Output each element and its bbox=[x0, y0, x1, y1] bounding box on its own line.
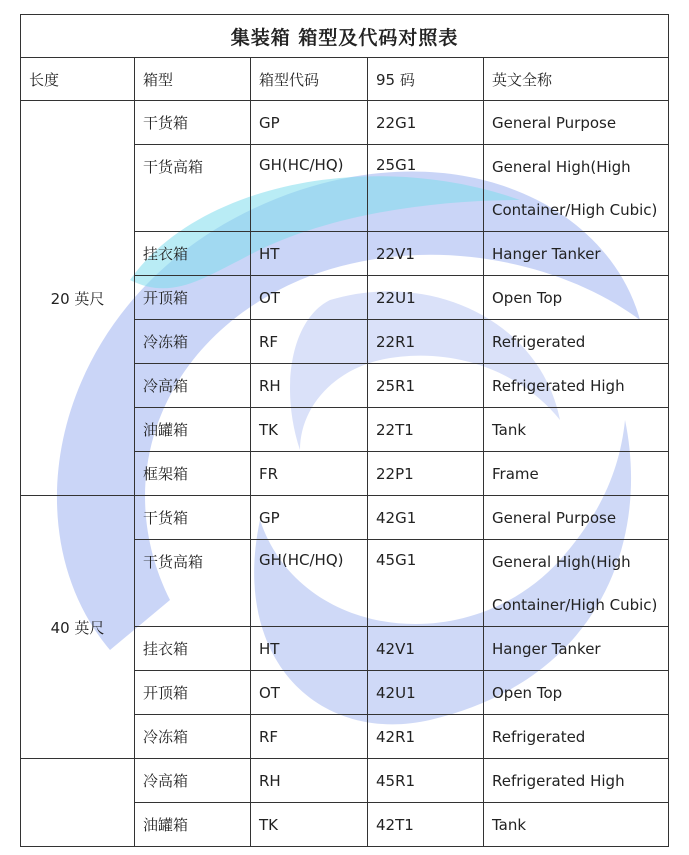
type-cell: 冷冻箱 bbox=[135, 320, 251, 364]
code-cell: RF bbox=[251, 715, 368, 759]
english-name-cell: Hanger Tanker bbox=[484, 627, 669, 671]
header-type-code: 箱型代码 bbox=[251, 58, 368, 101]
english-name-cell: Open Top bbox=[484, 671, 669, 715]
code-cell: RH bbox=[251, 759, 368, 803]
header-row bbox=[21, 58, 669, 101]
code-cell: GP bbox=[251, 496, 368, 540]
code-cell: FR bbox=[251, 452, 368, 496]
iso95-cell: 45R1 bbox=[368, 759, 484, 803]
type-cell: 挂衣箱 bbox=[135, 232, 251, 276]
code-cell: TK bbox=[251, 803, 368, 847]
type-cell: 开顶箱 bbox=[135, 276, 251, 320]
iso95-cell: 22P1 bbox=[368, 452, 484, 496]
code-cell: RF bbox=[251, 320, 368, 364]
iso95-cell: 22V1 bbox=[368, 232, 484, 276]
length-cell: 20 英尺 bbox=[21, 101, 135, 496]
type-cell: 框架箱 bbox=[135, 452, 251, 496]
table-row bbox=[21, 759, 669, 803]
english-name-cell: Refrigerated High bbox=[484, 364, 669, 408]
english-name-cell: Tank bbox=[484, 803, 669, 847]
iso95-cell: 42U1 bbox=[368, 671, 484, 715]
header-type: 箱型 bbox=[135, 58, 251, 101]
english-name-cell: General High(High bbox=[484, 540, 669, 584]
header-length: 长度 bbox=[21, 58, 135, 101]
type-cell: 挂衣箱 bbox=[135, 627, 251, 671]
code-cell: RH bbox=[251, 364, 368, 408]
english-name-cell: General Purpose bbox=[484, 101, 669, 145]
code-cell: GH(HC/HQ) bbox=[251, 540, 368, 627]
type-cell: 开顶箱 bbox=[135, 671, 251, 715]
type-cell: 冷高箱 bbox=[135, 364, 251, 408]
iso95-cell: 45G1 bbox=[368, 540, 484, 627]
code-cell: OT bbox=[251, 671, 368, 715]
table-row bbox=[21, 101, 669, 145]
english-name-cell: Frame bbox=[484, 452, 669, 496]
iso95-cell: 22R1 bbox=[368, 320, 484, 364]
english-name-cell: Container/High Cubic) bbox=[484, 583, 669, 627]
english-name-cell: Hanger Tanker bbox=[484, 232, 669, 276]
english-name-cell: Tank bbox=[484, 408, 669, 452]
iso95-cell: 22U1 bbox=[368, 276, 484, 320]
iso95-cell: 42T1 bbox=[368, 803, 484, 847]
iso95-cell: 22T1 bbox=[368, 408, 484, 452]
english-name-cell: Open Top bbox=[484, 276, 669, 320]
header-iso95: 95 码 bbox=[368, 58, 484, 101]
code-cell: OT bbox=[251, 276, 368, 320]
iso95-cell: 25G1 bbox=[368, 145, 484, 232]
code-cell: GH(HC/HQ) bbox=[251, 145, 368, 232]
iso95-cell: 42G1 bbox=[368, 496, 484, 540]
english-name-cell: General Purpose bbox=[484, 496, 669, 540]
type-cell: 干货箱 bbox=[135, 496, 251, 540]
code-cell: HT bbox=[251, 627, 368, 671]
type-cell: 冷冻箱 bbox=[135, 715, 251, 759]
type-cell: 干货高箱 bbox=[135, 540, 251, 627]
iso95-cell: 22G1 bbox=[368, 101, 484, 145]
english-name-cell: Container/High Cubic) bbox=[484, 188, 669, 232]
code-cell: GP bbox=[251, 101, 368, 145]
type-cell: 干货箱 bbox=[135, 101, 251, 145]
iso95-cell: 42R1 bbox=[368, 715, 484, 759]
header-english: 英文全称 bbox=[484, 58, 669, 101]
type-cell: 干货高箱 bbox=[135, 145, 251, 232]
iso95-cell: 42V1 bbox=[368, 627, 484, 671]
length-cell bbox=[21, 759, 135, 847]
code-cell: HT bbox=[251, 232, 368, 276]
english-name-cell: Refrigerated bbox=[484, 715, 669, 759]
type-cell: 油罐箱 bbox=[135, 408, 251, 452]
english-name-cell: General High(High bbox=[484, 145, 669, 189]
table-title: 集装箱 箱型及代码对照表 bbox=[21, 15, 669, 58]
type-cell: 冷高箱 bbox=[135, 759, 251, 803]
english-name-cell: Refrigerated High bbox=[484, 759, 669, 803]
iso95-cell: 25R1 bbox=[368, 364, 484, 408]
type-cell: 油罐箱 bbox=[135, 803, 251, 847]
container-type-table bbox=[20, 14, 669, 847]
english-name-cell: Refrigerated bbox=[484, 320, 669, 364]
code-cell: TK bbox=[251, 408, 368, 452]
length-cell: 40 英尺 bbox=[21, 496, 135, 759]
table-row bbox=[21, 496, 669, 540]
